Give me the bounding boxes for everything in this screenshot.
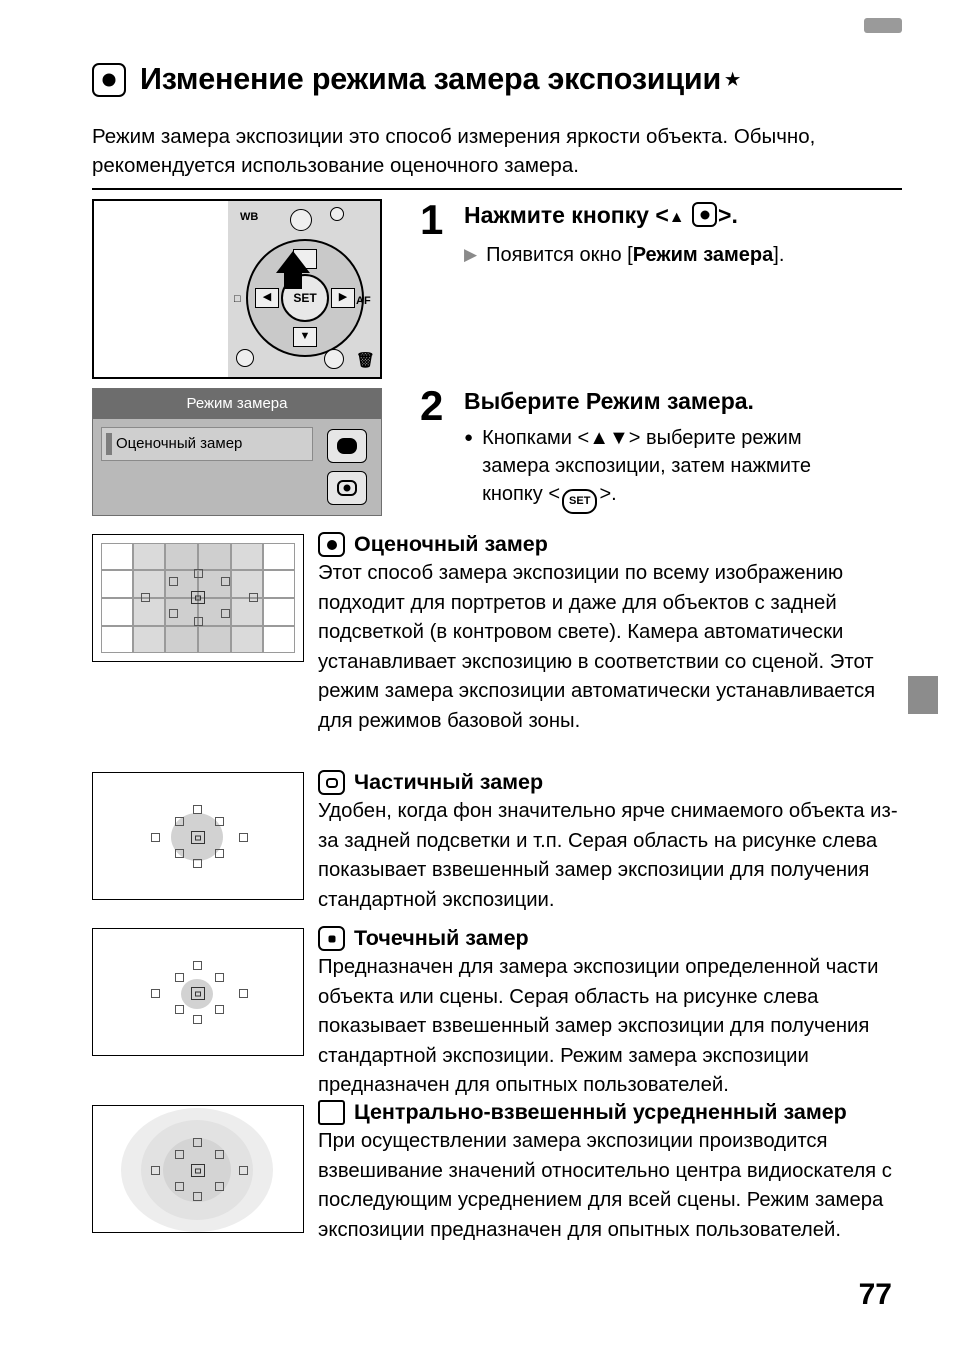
center-weighted-average-metering-icon — [318, 1100, 345, 1125]
camera-lcd-blank — [94, 201, 228, 377]
step-1-bullet: ▶ Появится окно [Режим замера]. — [464, 241, 784, 269]
set-button-icon: SET — [562, 489, 597, 514]
shutter-side-button — [324, 349, 344, 369]
chapter-tab-marker — [864, 18, 902, 33]
section-spot-body: Предназначен для замера экспозиции определенной части объекта или сцены. Серая область на рисунке слева показывает взвешенный замер экспозиции для получения стандартной экспозиции. Режим замера экспозиции предназначен для опытных пользователей. — [318, 956, 879, 1096]
side-chapter-tab — [908, 676, 938, 714]
metering-button-icon — [692, 202, 717, 227]
step-1 — [420, 196, 900, 269]
section-spot — [318, 926, 902, 1101]
section-evaluative-body: Этот способ замера экспозиции по всему изображению подходит для портретов и даже для объектов с задней подсветкой (в контровом свете). Камера автоматически устанавливает экспозицию в соответствии со сценой. Этот режим замера экспозиции автоматически устанавливается для режимов базовой зоны. — [318, 562, 876, 732]
page-number: 77 — [858, 1278, 892, 1311]
page-title — [92, 62, 902, 97]
evaluative-metering-icon — [318, 532, 345, 557]
center-weighted-metering-figure — [92, 1105, 304, 1233]
press-up-arrow-indicator — [276, 251, 310, 273]
triangle-bullet-icon: ▶ — [464, 245, 478, 264]
wb-label: WB — [240, 211, 259, 223]
section-center-weighted — [318, 1100, 902, 1245]
dot-bullet-icon: ● — [464, 429, 474, 446]
menu-screen-title: Режим замера — [93, 389, 381, 419]
partial-metering-figure — [92, 772, 304, 900]
step-2 — [420, 382, 900, 514]
down-key: ▼ — [293, 327, 317, 347]
camera-back-illustration: WB ▼ ◀ ▶ SET AF □ 🗑 — [92, 199, 382, 379]
spot-metering-figure — [92, 928, 304, 1056]
metering-mode-icon — [92, 63, 126, 97]
evaluative-metering-figure — [92, 534, 304, 662]
step-2-title: Выберите Режим замера. — [464, 388, 754, 414]
step-2-number: 2 — [420, 382, 444, 429]
section-spot-heading: Точечный замер — [318, 926, 902, 951]
menu-selected-item: Оценочный замер — [101, 427, 313, 461]
partial-metering-option-icon — [327, 471, 367, 505]
trash-icon: 🗑 — [356, 352, 376, 369]
intro-paragraph: Режим замера экспозиции это способ измерения яркости объекта. Обычно, рекомендуется использование оценочного замера. — [92, 125, 816, 177]
star-icon: ★ — [725, 69, 741, 89]
set-button: SET — [281, 274, 329, 322]
step-1-title: Нажмите кнопку <▲ >. — [464, 202, 738, 228]
up-arrow-icon: ▲ — [668, 209, 685, 226]
playback-button — [236, 349, 254, 367]
section-partial-body: Удобен, когда фон значительно ярче снимаемого объекта из-за задней подсветки и т.п. Серая область на рисунке слева показывает взвешенный замер экспозиции для получения стандартной экспозиции. — [318, 800, 898, 911]
partial-metering-icon — [318, 770, 345, 795]
evaluative-metering-option-icon — [327, 429, 367, 463]
page-title-text: Изменение режима замера экспозиции — [140, 62, 721, 96]
af-label: AF — [356, 295, 371, 307]
divider — [92, 188, 902, 190]
selection-cursor — [106, 433, 112, 455]
left-key: ◀ — [255, 288, 279, 308]
step-1-number: 1 — [420, 196, 444, 243]
spot-metering-icon — [318, 926, 345, 951]
right-key: ▶ — [331, 288, 355, 308]
section-partial-heading: Частичный замер — [318, 770, 902, 795]
section-center-weighted-body: При осуществлении замера экспозиции производится взвешивание значений относительно центра видиоскателя с последующим усреднением для всей сцены. Режим замера экспозиции предназначен для опытных пользователей. — [318, 1130, 892, 1241]
section-evaluative — [318, 532, 902, 736]
metering-mode-menu-screen — [92, 388, 382, 516]
section-partial — [318, 770, 902, 915]
section-center-weighted-heading: Центрально-взвешенный усредненный замер — [318, 1100, 902, 1125]
camera-top-button — [290, 209, 312, 231]
section-evaluative-heading: Оценочный замер — [318, 532, 902, 557]
step-2-bullet: ● Кнопками <▲▼> выберите режим замера экспозиции, затем нажмите кнопку < SET >. — [464, 424, 811, 514]
camera-top-button-2 — [330, 207, 344, 221]
